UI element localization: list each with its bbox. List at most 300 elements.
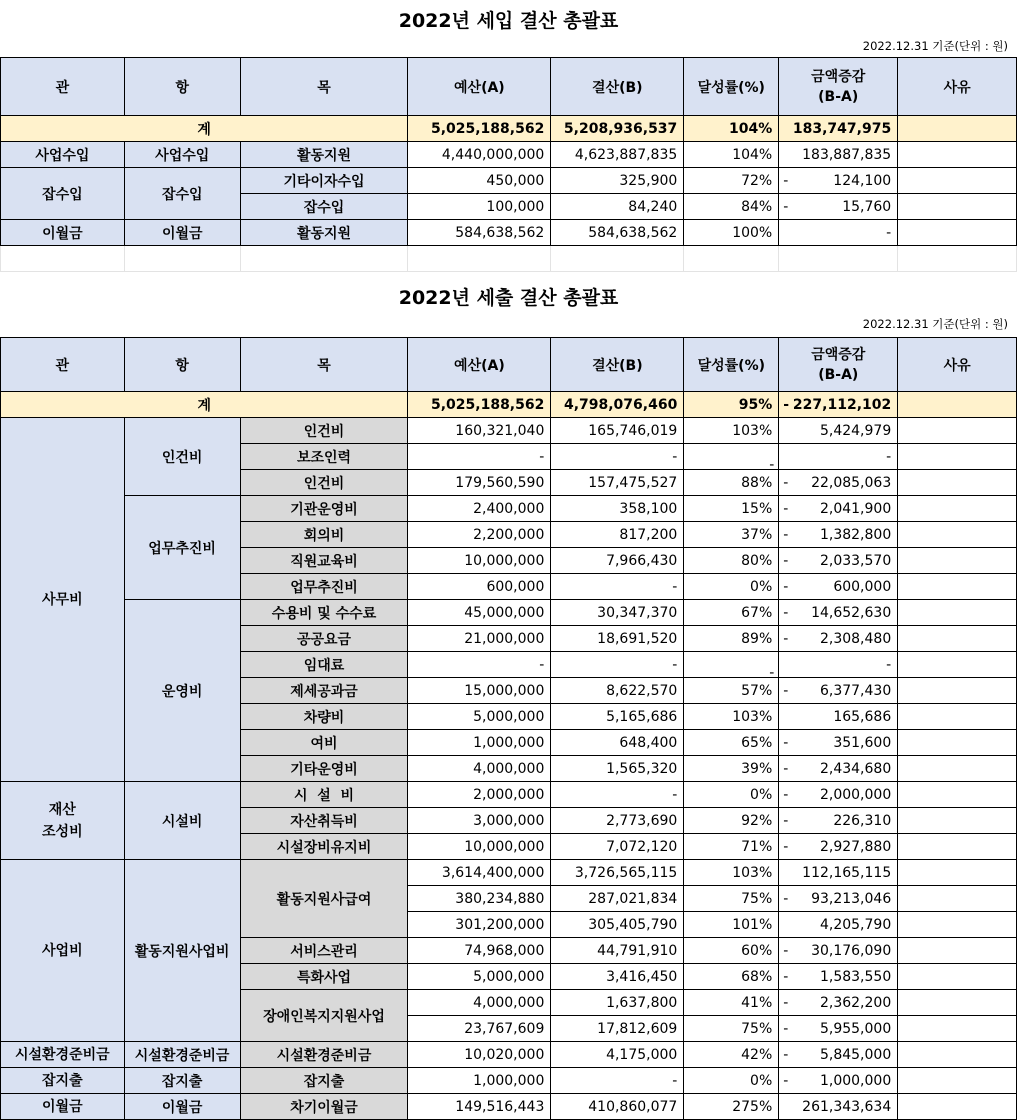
diff-cell <box>779 964 898 990</box>
reason-cell <box>898 220 1017 246</box>
mok-cell: 시설환경준비금 <box>240 1042 408 1068</box>
col-header: 달성률(%) <box>684 58 779 116</box>
mok-cell: 활동지원 <box>240 142 408 168</box>
settle-cell: 4,623,887,835 <box>551 142 684 168</box>
rate-cell <box>684 626 779 652</box>
minus-sign: - <box>783 198 789 215</box>
reason-cell <box>898 1042 1017 1068</box>
table-row <box>1 1094 1017 1120</box>
settle-cell: 7,072,120 <box>551 834 684 860</box>
table-row <box>1 1042 1017 1068</box>
diff-cell <box>779 1042 898 1068</box>
diff-value: 30,176,090 <box>811 942 892 959</box>
col-header: 목 <box>240 58 408 116</box>
gwan-cell: 사업수입 <box>1 142 125 168</box>
col-header: 관 <box>1 338 125 392</box>
col-header: 금액증감 (B-A) <box>779 338 898 392</box>
rate-cell <box>684 964 779 990</box>
budget-cell: - <box>408 652 551 678</box>
gwan-cell: 재산 조성비 <box>1 782 125 860</box>
rate-cell <box>684 834 779 860</box>
reason-cell <box>898 548 1017 574</box>
diff-value: 600,000 <box>833 578 892 595</box>
reason-cell <box>898 808 1017 834</box>
reason-cell <box>898 730 1017 756</box>
diff-value: 5,955,000 <box>819 1020 892 1037</box>
rate-value: 275% <box>732 1098 773 1115</box>
rate-value: 57% <box>741 682 773 699</box>
expense-header-row <box>1 338 1017 392</box>
diff-cell <box>779 522 898 548</box>
settle-cell: 18,691,520 <box>551 626 684 652</box>
gwan-cell: 사업비 <box>1 860 125 1042</box>
total-settle: 5,208,936,537 <box>551 116 684 142</box>
income-title: 2022년 세입 결산 총괄표 <box>398 10 619 32</box>
rate-cell <box>684 808 779 834</box>
hang-cell: 이월금 <box>124 220 240 246</box>
budget-cell: 45,000,000 <box>408 600 551 626</box>
diff-cell: - <box>779 220 898 246</box>
income-total-row <box>1 116 1017 142</box>
diff-value: 5,424,979 <box>819 422 892 439</box>
minus-sign: - <box>783 1020 789 1037</box>
reason-cell <box>898 1068 1017 1094</box>
gwan-cell: 사무비 <box>1 418 125 782</box>
dash-mark: - <box>769 456 775 470</box>
mok-cell: 업무추진비 <box>240 574 408 600</box>
reason-cell <box>898 496 1017 522</box>
rate-cell <box>684 470 779 496</box>
mok-cell: 제세공과금 <box>240 678 408 704</box>
reason-cell <box>898 168 1017 194</box>
diff-value: 1,583,550 <box>819 968 892 985</box>
budget-cell: 10,000,000 <box>408 834 551 860</box>
diff-value: 124,100 <box>833 172 892 189</box>
rate-cell <box>684 1042 779 1068</box>
settle-cell: 2,773,690 <box>551 808 684 834</box>
diff-value: 261,343,634 <box>802 1098 892 1115</box>
col-header: 결산(B) <box>551 58 684 116</box>
rate-value: 37% <box>741 526 773 543</box>
minus-sign: - <box>783 786 789 803</box>
settle-cell: 1,565,320 <box>551 756 684 782</box>
budget-cell: 23,767,609 <box>408 1016 551 1042</box>
diff-value: 165,686 <box>833 708 892 725</box>
reason-cell <box>898 704 1017 730</box>
minus-sign: - <box>783 1072 789 1089</box>
diff-value: 15,760 <box>842 198 892 215</box>
mok-cell: 여비 <box>240 730 408 756</box>
reason-cell <box>898 756 1017 782</box>
rate-value: 42% <box>741 1046 773 1063</box>
rate-cell <box>684 990 779 1016</box>
minus-sign: - <box>783 500 789 517</box>
hang-cell: 업무추진비 <box>124 496 240 600</box>
reason-cell <box>898 912 1017 938</box>
settle-cell: 8,622,570 <box>551 678 684 704</box>
rate-value: 101% <box>732 916 773 933</box>
rate-cell <box>684 444 779 470</box>
diff-value: 112,165,115 <box>802 864 892 881</box>
reason-cell <box>898 574 1017 600</box>
mok-cell: 인건비 <box>240 470 408 496</box>
mok-cell: 활동지원사급여 <box>240 860 408 938</box>
diff-value: 1,382,800 <box>819 526 892 543</box>
settle-cell: 584,638,562 <box>551 220 684 246</box>
hang-cell: 이월금 <box>124 1094 240 1120</box>
settle-cell: 4,175,000 <box>551 1042 684 1068</box>
budget-cell: 5,000,000 <box>408 704 551 730</box>
blank-row <box>1 246 1017 272</box>
budget-cell: 100,000 <box>408 194 551 220</box>
col-header: 예산(A) <box>408 58 551 116</box>
settle-cell: 84,240 <box>551 194 684 220</box>
col-header: 결산(B) <box>551 338 684 392</box>
rate-value: 103% <box>732 864 773 881</box>
diff-cell <box>779 194 898 220</box>
reason-cell <box>898 886 1017 912</box>
hang-cell: 잡수입 <box>124 168 240 220</box>
diff-value: 5,845,000 <box>819 1046 892 1063</box>
col-header: 달성률(%) <box>684 338 779 392</box>
reason-cell <box>898 938 1017 964</box>
diff-cell <box>779 808 898 834</box>
table-row <box>1 860 1017 886</box>
diff-cell <box>779 834 898 860</box>
hang-cell: 잡지출 <box>124 1068 240 1094</box>
col-header: 예산(A) <box>408 338 551 392</box>
table-row <box>1 496 1017 522</box>
rate-value: 80% <box>741 552 773 569</box>
settle-cell: 44,791,910 <box>551 938 684 964</box>
budget-cell: 21,000,000 <box>408 626 551 652</box>
budget-cell: 2,000,000 <box>408 782 551 808</box>
table-row <box>1 220 1017 246</box>
rate-cell <box>684 1094 779 1120</box>
reason-cell <box>898 444 1017 470</box>
minus-sign: - <box>783 396 790 413</box>
rate-cell <box>684 678 779 704</box>
reason-cell <box>898 600 1017 626</box>
mok-cell: 자산취득비 <box>240 808 408 834</box>
total-label: 계 <box>1 116 408 142</box>
mok-cell: 차량비 <box>240 704 408 730</box>
settle-cell: - <box>551 652 684 678</box>
col-header: 관 <box>1 58 125 116</box>
income-table <box>0 57 1017 272</box>
budget-cell: 301,200,000 <box>408 912 551 938</box>
mok-cell: 수용비 및 수수료 <box>240 600 408 626</box>
minus-sign: - <box>783 682 789 699</box>
reason-cell <box>898 782 1017 808</box>
gwan-cell: 잡수입 <box>1 168 125 220</box>
mok-cell: 특화사업 <box>240 964 408 990</box>
settle-cell: 648,400 <box>551 730 684 756</box>
table-row <box>1 600 1017 626</box>
settle-cell: 165,746,019 <box>551 418 684 444</box>
diff-value: 6,377,430 <box>819 682 892 699</box>
diff-value: 2,927,880 <box>819 838 892 855</box>
reason-cell <box>898 142 1017 168</box>
mok-cell: 차기이월금 <box>240 1094 408 1120</box>
reason-cell <box>898 834 1017 860</box>
budget-cell: 2,400,000 <box>408 496 551 522</box>
mok-cell: 잡수입 <box>240 194 408 220</box>
rate-value: 88% <box>741 474 773 491</box>
minus-sign: - <box>783 172 789 189</box>
rate-cell <box>684 912 779 938</box>
mok-cell: 직원교육비 <box>240 548 408 574</box>
col-header: 사유 <box>898 338 1017 392</box>
mok-cell: 시 설 비 <box>240 782 408 808</box>
diff-cell <box>779 678 898 704</box>
diff-value: 2,033,570 <box>819 552 892 569</box>
hang-cell: 사업수입 <box>124 142 240 168</box>
budget-cell: 4,440,000,000 <box>408 142 551 168</box>
diff-value: - <box>886 656 892 673</box>
diff-value: 2,308,480 <box>819 630 892 647</box>
total-rate: 95% <box>684 392 779 418</box>
rate-cell: 104% <box>684 142 779 168</box>
total-diff <box>779 392 898 418</box>
reason-cell <box>898 860 1017 886</box>
diff-value: 227,112,102 <box>792 396 892 413</box>
mok-cell: 공공요금 <box>240 626 408 652</box>
reason-cell <box>898 990 1017 1016</box>
table-row <box>1 418 1017 444</box>
rate-cell <box>684 418 779 444</box>
budget-cell: 3,000,000 <box>408 808 551 834</box>
settle-cell: 7,966,430 <box>551 548 684 574</box>
settle-cell: 358,100 <box>551 496 684 522</box>
rate-value: 68% <box>741 968 773 985</box>
budget-cell: 450,000 <box>408 168 551 194</box>
hang-cell: 인건비 <box>124 418 240 496</box>
minus-sign: - <box>783 604 789 621</box>
diff-cell <box>779 652 898 678</box>
dash-mark: - <box>769 664 775 678</box>
mok-cell: 서비스관리 <box>240 938 408 964</box>
hang-cell: 운영비 <box>124 600 240 782</box>
diff-value: 2,041,900 <box>819 500 892 517</box>
settle-cell: 157,475,527 <box>551 470 684 496</box>
gwan-cell: 잡지출 <box>1 1068 125 1094</box>
rate-cell: 100% <box>684 220 779 246</box>
rate-value: 71% <box>741 838 773 855</box>
settle-cell: - <box>551 444 684 470</box>
rate-value: 60% <box>741 942 773 959</box>
diff-cell <box>779 990 898 1016</box>
minus-sign: - <box>783 942 789 959</box>
settle-cell: - <box>551 574 684 600</box>
settle-cell: 287,021,834 <box>551 886 684 912</box>
income-header-row <box>1 58 1017 116</box>
gwan-cell: 시설환경준비금 <box>1 1042 125 1068</box>
budget-cell: 160,321,040 <box>408 418 551 444</box>
reason-cell <box>898 652 1017 678</box>
diff-value: 2,000,000 <box>819 786 892 803</box>
diff-value: 1,000,000 <box>819 1072 892 1089</box>
rate-value: 67% <box>741 604 773 621</box>
total-settle: 4,798,076,460 <box>551 392 684 418</box>
total-budget: 5,025,188,562 <box>408 392 551 418</box>
rate-cell <box>684 704 779 730</box>
rate-cell <box>684 1068 779 1094</box>
table-row <box>1 1068 1017 1094</box>
budget-cell: 179,560,590 <box>408 470 551 496</box>
settle-cell: 3,416,450 <box>551 964 684 990</box>
settle-cell: 3,726,565,115 <box>551 860 684 886</box>
rate-value: 0% <box>750 578 773 595</box>
mok-cell: 보조인력 <box>240 444 408 470</box>
settle-cell: 410,860,077 <box>551 1094 684 1120</box>
budget-cell: 4,000,000 <box>408 756 551 782</box>
minus-sign: - <box>783 578 789 595</box>
minus-sign: - <box>783 994 789 1011</box>
budget-cell: 149,516,443 <box>408 1094 551 1120</box>
rate-cell <box>684 574 779 600</box>
diff-cell <box>779 938 898 964</box>
diff-value: 22,085,063 <box>811 474 892 491</box>
expense-total-row <box>1 392 1017 418</box>
settle-cell: - <box>551 1068 684 1094</box>
rate-value: 39% <box>741 760 773 777</box>
diff-value: 351,600 <box>833 734 892 751</box>
rate-cell <box>684 1016 779 1042</box>
rate-cell <box>684 782 779 808</box>
diff-value: 226,310 <box>833 812 892 829</box>
mok-cell: 기관운영비 <box>240 496 408 522</box>
reason-cell <box>898 964 1017 990</box>
mok-cell: 인건비 <box>240 418 408 444</box>
settle-cell: 817,200 <box>551 522 684 548</box>
col-header: 사유 <box>898 58 1017 116</box>
diff-cell <box>779 470 898 496</box>
mok-cell: 시설장비유지비 <box>240 834 408 860</box>
total-budget: 5,025,188,562 <box>408 116 551 142</box>
reason-cell <box>898 1094 1017 1120</box>
minus-sign: - <box>783 734 789 751</box>
settle-cell: - <box>551 782 684 808</box>
diff-cell <box>779 704 898 730</box>
gwan-cell: 이월금 <box>1 220 125 246</box>
minus-sign: - <box>783 890 789 907</box>
budget-cell: 2,200,000 <box>408 522 551 548</box>
table-row <box>1 142 1017 168</box>
rate-cell <box>684 600 779 626</box>
rate-value: 0% <box>750 1072 773 1089</box>
diff-cell <box>779 600 898 626</box>
minus-sign: - <box>783 474 789 491</box>
total-reason <box>898 392 1017 418</box>
diff-cell <box>779 1068 898 1094</box>
budget-cell: 380,234,880 <box>408 886 551 912</box>
diff-cell <box>779 782 898 808</box>
table-row <box>1 782 1017 808</box>
minus-sign: - <box>783 968 789 985</box>
diff-cell <box>779 444 898 470</box>
diff-cell <box>779 1094 898 1120</box>
minus-sign: - <box>783 1046 789 1063</box>
diff-cell <box>779 1016 898 1042</box>
rate-cell <box>684 938 779 964</box>
diff-value: 2,434,680 <box>819 760 892 777</box>
budget-cell: - <box>408 444 551 470</box>
diff-cell <box>779 418 898 444</box>
mok-cell: 활동지원 <box>240 220 408 246</box>
budget-cell: 584,638,562 <box>408 220 551 246</box>
budget-cell: 600,000 <box>408 574 551 600</box>
rate-value: 103% <box>732 708 773 725</box>
expense-unit-note: 2022.12.31 기준(단위 : 원) <box>862 317 1008 331</box>
diff-value: 93,213,046 <box>811 890 892 907</box>
col-header: 금액증감 (B-A) <box>779 58 898 116</box>
mok-cell: 임대료 <box>240 652 408 678</box>
diff-cell <box>779 730 898 756</box>
total-rate: 104% <box>684 116 779 142</box>
hang-cell: 시설비 <box>124 782 240 860</box>
rate-cell <box>684 548 779 574</box>
rate-cell <box>684 496 779 522</box>
budget-cell: 1,000,000 <box>408 1068 551 1094</box>
diff-cell <box>779 912 898 938</box>
minus-sign: - <box>783 838 789 855</box>
total-label: 계 <box>1 392 408 418</box>
rate-cell <box>684 886 779 912</box>
minus-sign: - <box>783 526 789 543</box>
diff-value: 2,362,200 <box>819 994 892 1011</box>
settle-cell: 17,812,609 <box>551 1016 684 1042</box>
hang-cell: 활동지원사업비 <box>124 860 240 1042</box>
income-unit-note: 2022.12.31 기준(단위 : 원) <box>862 39 1008 53</box>
budget-cell: 10,000,000 <box>408 548 551 574</box>
col-header: 항 <box>124 58 240 116</box>
budget-cell: 74,968,000 <box>408 938 551 964</box>
rate-cell <box>684 652 779 678</box>
rate-value: 75% <box>741 1020 773 1037</box>
rate-cell <box>684 860 779 886</box>
mok-cell: 회의비 <box>240 522 408 548</box>
diff-cell <box>779 756 898 782</box>
budget-cell: 5,000,000 <box>408 964 551 990</box>
total-diff: 183,747,975 <box>779 116 898 142</box>
diff-cell <box>779 548 898 574</box>
mok-cell: 기타운영비 <box>240 756 408 782</box>
budget-cell: 1,000,000 <box>408 730 551 756</box>
total-reason <box>898 116 1017 142</box>
budget-cell: 4,000,000 <box>408 990 551 1016</box>
settle-cell: 325,900 <box>551 168 684 194</box>
diff-cell <box>779 574 898 600</box>
gwan-cell: 이월금 <box>1 1094 125 1120</box>
diff-cell <box>779 496 898 522</box>
rate-cell: 84% <box>684 194 779 220</box>
budget-cell: 10,020,000 <box>408 1042 551 1068</box>
reason-cell <box>898 626 1017 652</box>
rate-cell <box>684 522 779 548</box>
rate-value: 0% <box>750 786 773 803</box>
budget-cell: 15,000,000 <box>408 678 551 704</box>
table-row <box>1 168 1017 194</box>
expense-title: 2022년 세출 결산 총괄표 <box>398 287 619 309</box>
settle-cell: 1,637,800 <box>551 990 684 1016</box>
rate-value: 41% <box>741 994 773 1011</box>
rate-cell <box>684 730 779 756</box>
mok-cell: 잡지출 <box>240 1068 408 1094</box>
hang-cell: 시설환경준비금 <box>124 1042 240 1068</box>
rate-value: 103% <box>732 422 773 439</box>
reason-cell <box>898 470 1017 496</box>
